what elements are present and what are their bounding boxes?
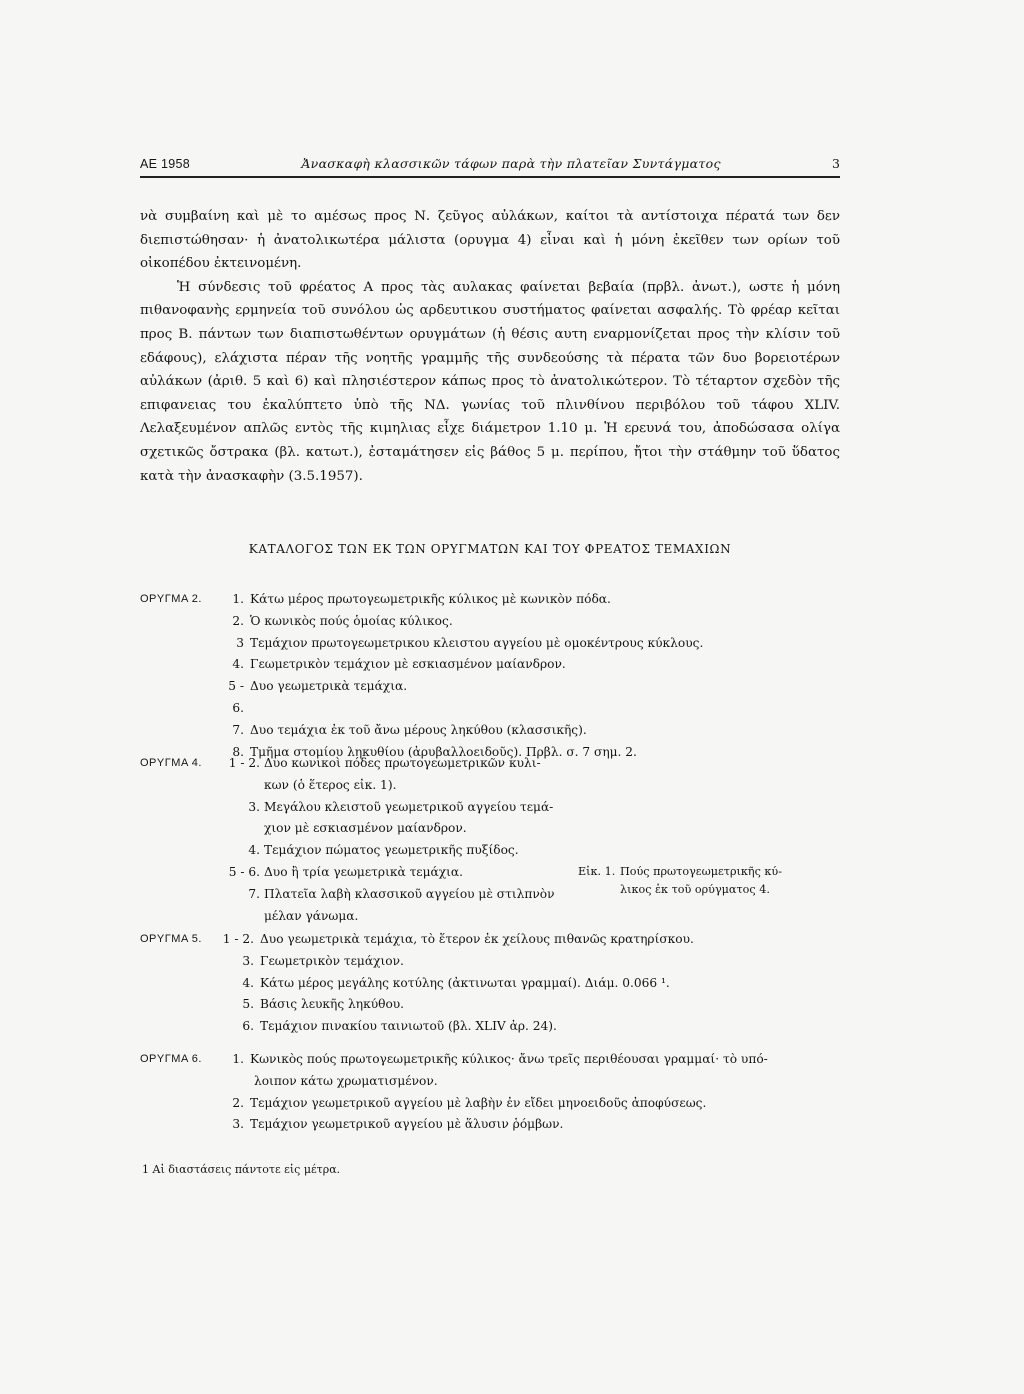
item-text: Κάτω μέρος μεγάλης κοτύλης (ἀκτινωται γραμμαί). Διάμ. 0.066 ¹. <box>260 975 670 990</box>
item-text: Δυο γεωμετρικὰ τεμάχια, τὸ ἕτερον ἐκ χείλους πιθανῶς κρατηρίσκου. <box>260 932 694 946</box>
item-number: 1 - 2. <box>228 756 260 770</box>
item-number: 5 - 6. <box>228 679 244 715</box>
catalog-section-orygma-6 <box>140 1049 840 1136</box>
paragraph: νὰ συμβαίνη καὶ μὲ το αμέσως προς Ν. ζεῦγος αὐλάκων, καίτοι τὰ αντίστοιχα πέρατά των δεν διεπιστώθησαν· ἡ ἀνατολικωτέρα μάλιστα (ορυγμα 4) εἶναι καὶ ἡ μόνη ἐκεῖθεν των ορίων τοῦ οἰκοπέδου ἐκτεινομένη. <box>140 209 840 272</box>
item-number: 1 - 2. <box>222 932 254 946</box>
item-text: Ὁ κωνικὸς πούς ὁμοίας κύλικος. <box>250 613 453 628</box>
section-label: ΟΡΥΓΜΑ 2. <box>140 593 202 605</box>
item-number: 3. <box>248 799 260 814</box>
item-number: 4. <box>242 975 254 990</box>
item-number: 5. <box>242 997 254 1012</box>
item-text: Μεγάλου κλειστοῦ γεωμετρικοῦ αγγείου τεμά- <box>264 799 554 814</box>
section-label: ΟΡΥΓΜΑ 6. <box>140 1053 202 1065</box>
page <box>140 0 840 1394</box>
section-label: ΟΡΥΓΜΑ 4. <box>140 757 202 769</box>
item-text: Κωνικὸς πούς πρωτογεωμετρικῆς κύλικος· ἄνω τρεῖς περιθέουσαι γραμμαί· τὸ υπό- <box>250 1052 768 1066</box>
item-number: 3. <box>242 953 254 968</box>
item-text: Βάσις λευκῆς ληκύθου. <box>260 997 405 1012</box>
paragraph: Ἡ σύνδεσις τοῦ φρέατος Α προς τὰς αυλακας φαίνεται βεβαία (πρβλ. ἀνωτ.), ωστε ἡ μόνη πιθανοφανὴς ερμηνεία τοῦ συνόλου ὡς αρδευτικου συστήματος φαίνεται ασφαλής. Τὸ φρέαρ κεῖται προς Β. πάντων των διαπιστωθέντων ορυγμάτων (ἡ θέσις αυτη εναρμονίζεται προς τὴν κλίσιν τοῦ εδάφους), ελάχιστα πέραν τῆς νοητῆς γραμμῆς τῆς συνδεούσης τὰ πέρατα τῶν δυο βορειοτέρων αὐλάκων (ἀριθ. 5 καὶ 6) καὶ πλησιέστερον κάπως προς τὸ ἀνατολικώτερον. Τὸ τέταρτον σχεδὸν τῆς επιφανειας του ἐκαλύπτετο ὑπὸ τῆς ΝΔ. γωνίας τοῦ πλινθίνου περιβόλου τοῦ τάφου XLIV. Λελαξευμένον απλῶς εντὸς τῆς κιμηλιας εἶχε διάμετρον 1.10 μ. Ἡ ερευνά του, ἀποδώσασα ολίγα σχετικῶς ὄστρακα (βλ. κατωτ.), ἐσταμάτησεν εἰς βάθος 5 μ. περίπου, ἤτοι τὴν στάθμην τοῦ ὕδατος κατὰ τὴν ἀνασκαφὴν (3.5.1957). <box>140 279 840 484</box>
figure-caption <box>578 863 838 899</box>
item-text: Γεωμετρικὸν τεμάχιον μὲ εσκιασμένον μαίανδρον. <box>250 657 566 672</box>
item-number: 7. <box>248 886 260 901</box>
item-text: Τεμάχιον γεωμετρικοῦ αγγείου μὲ λαβὴν ἐν εἴδει μηνοειδοῦς ἀποφύσεως. <box>250 1095 707 1110</box>
item-text: Τεμάχιον πώματος γεωμετρικῆς πυξίδος. <box>264 843 519 858</box>
item-number: 3. <box>232 1117 244 1132</box>
item-number: 2. <box>232 1095 244 1110</box>
item-text: Πλατεῖα λαβὴ κλασσικοῦ αγγείου μὲ στιλπνὸν <box>264 886 555 901</box>
catalog-section-orygma-5 <box>140 929 840 1038</box>
item-text: Τμῆμα στομίου ληκυθίου (ἀρυβαλλοειδοῦς). Πρβλ. σ. 7 σημ. 2. <box>250 744 637 759</box>
item-text-continued: μέλαν γάνωμα. <box>264 908 359 923</box>
item-number: 4. <box>248 843 260 858</box>
caption-line: Πούς πρωτογεωμετρικῆς κύ- <box>620 865 783 878</box>
footnote: 1 Αἱ διαστάσεις πάντοτε εἰς μέτρα. <box>142 1163 341 1176</box>
item-text-continued: κων (ὁ ἕτερος εἰκ. 1). <box>264 777 397 792</box>
running-header <box>140 156 840 178</box>
section-label: ΟΡΥΓΜΑ 5. <box>140 933 202 945</box>
item-text-continued: χιον μὲ εσκιασμένον μαίανδρον. <box>264 821 467 836</box>
page-number: 3 <box>832 156 840 171</box>
item-number: 1. <box>232 592 244 606</box>
catalog-heading: ΚΑΤΑΛΟΓΟΣ ΤΩΝ ΕΚ ΤΩΝ ΟΡΥΓΜΑΤΩΝ ΚΑΙ ΤΟΥ ΦΡΕΑΤΟΣ ΤΕΜΑΧΙΩΝ <box>248 542 732 556</box>
item-number: 4. <box>232 657 244 672</box>
item-text: Δυο τεμάχια ἐκ τοῦ ἄνω μέρους ληκύθου (κλασσικῆς). <box>250 722 587 737</box>
item-text: Τεμάχιον γεωμετρικοῦ αγγείου μὲ ἅλυσιν ῥόμβων. <box>250 1117 564 1132</box>
figure-label: Εἰκ. 1. <box>578 865 616 878</box>
item-text: Δυο ἢ τρία γεωμετρικὰ τεμάχια. <box>264 864 464 879</box>
journal-reference: AE 1958 <box>140 157 191 171</box>
item-text: Δυο κωνικοὶ πόδες πρωτογεωμετρικῶν κυλι- <box>264 756 541 770</box>
item-number: 6. <box>242 1019 254 1034</box>
item-number: 3 <box>236 635 244 650</box>
item-number: 5 - 6. <box>228 864 260 879</box>
running-title: Ἀνασκαφὴ κλασσικῶν τάφων παρὰ τὴν πλατεῖαν Συντάγματος <box>301 156 721 171</box>
item-text: Τεμάχιον πινακίου ταινιωτοῦ (βλ. XLIV ἀρ. 24). <box>260 1019 557 1034</box>
item-number: 1. <box>232 1052 244 1066</box>
body-text <box>140 205 840 488</box>
item-text: Δυο γεωμετρικὰ τεμάχια. <box>250 679 408 694</box>
item-text: Κάτω μέρος πρωτογεωμετρικῆς κύλικος μὲ κωνικὸν πόδα. <box>250 592 611 606</box>
item-text: Τεμάχιον πρωτογεωμετρικου κλειστου αγγείου μὲ ομοκέντρους κύκλους. <box>250 635 704 650</box>
item-number: 8. <box>232 744 244 759</box>
item-number: 2. <box>232 613 244 628</box>
item-text: Γεωμετρικὸν τεμάχιον. <box>260 953 404 968</box>
item-number: 7. <box>232 722 244 737</box>
catalog-section-orygma-4 <box>140 753 840 927</box>
item-text-continued: λοιπον κάτω χρωματισμένον. <box>254 1073 438 1088</box>
catalog-section-orygma-2 <box>140 589 840 763</box>
caption-line: λικος ἐκ τοῦ ορύγματος 4. <box>620 883 770 896</box>
